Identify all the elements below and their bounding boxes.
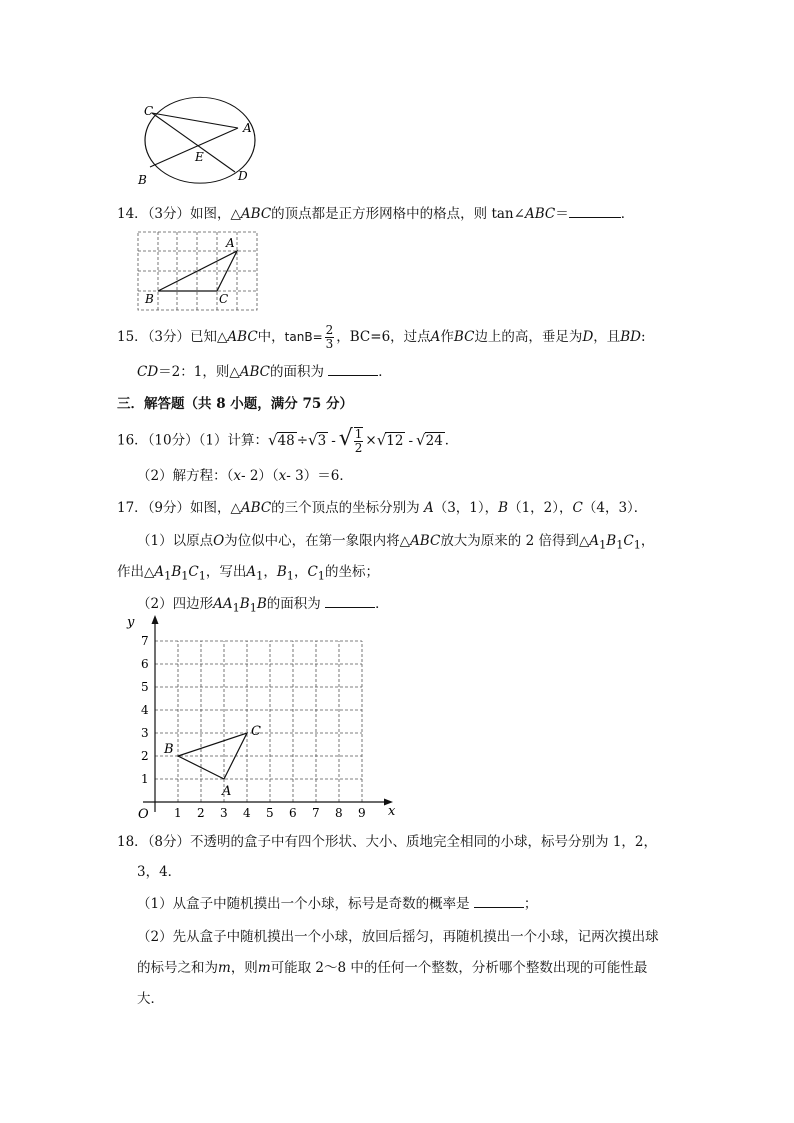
x-tick-label: 3 [220,806,228,820]
x-tick-label: 5 [266,806,274,820]
sqrt-icon: √ [267,430,278,449]
y-tick-label: 4 [141,703,149,717]
origin-label: O [138,807,149,822]
point-label-b: B [164,742,174,757]
q15-line-1: 15．（3分）已知△ABC中，tanB= $\frac{2}{3}$ ，BC=6，过点A作BC边上的高，垂足为D，且BD: [117,323,646,351]
q14-grid-figure [137,231,261,313]
q17-line-2: （1）以原点O为位似中心，在第一象限内将△ABC放大为原来的 2 倍得到$\triangle A_1B_1C_1$， [137,533,655,552]
answer-blank-q18[interactable] [474,895,524,908]
x-tick-label: 6 [289,806,297,820]
q17-line-4: （2）四边形$AA_1B_1B$的面积为 ． [137,596,389,615]
x-tick-label: 9 [358,806,366,820]
answer-blank-q15[interactable] [328,363,378,376]
q15-line-2: CD＝2：1，则△ABC的面积为 ． [137,364,392,380]
grid-label-b: B [145,292,154,306]
chord-ba [150,128,238,167]
x-tick-label: 8 [335,806,343,820]
y-axis-arrow-icon [152,615,159,624]
fraction-2-3: $\frac{2}{3}$ [325,323,334,351]
y-tick-label: 6 [141,657,149,671]
y-tick-label: 7 [141,634,149,648]
grid-label-a: A [226,236,235,250]
circle-figure [130,95,260,195]
sqrt-icon: √ [416,430,426,449]
y-tick-label: 1 [141,772,149,786]
q18-line-4: （2）先从盒子中随机摸出一个小球，放回后摇匀，再随机摸出一个小球，记两次摸出球 [137,929,659,945]
q14-line: 14．（3分）如图，△ABC的顶点都是正方形网格中的格点，则 tan∠ABC＝ ． [117,206,635,222]
x-tick-labels [174,806,366,820]
point-label-a: A [222,784,232,799]
label-e: E [195,150,204,164]
answer-blank-q14[interactable] [569,205,621,218]
label-a: A [243,121,252,135]
x-tick-label: 2 [197,806,205,820]
y-tick-label: 2 [141,749,149,763]
label-d: D [238,169,248,183]
chord-ca [152,113,238,128]
y-tick-label: 5 [141,680,149,694]
grid-lines [155,641,362,802]
x-tick-label: 4 [243,806,251,820]
q18-line-6: 大． [137,991,164,1007]
q18-line-2: 3，4． [137,864,182,880]
x-tick-label: 1 [174,806,182,820]
answer-blank-q17[interactable] [325,595,375,608]
y-tick-label: 3 [141,726,149,740]
x-axis-label: x [388,804,396,819]
y-axis-label: y [127,615,135,630]
q18-line-5: 的标号之和为m，则m可能取 2～8 中的任何一个整数，分析哪个整数出现的可能性最 [137,960,648,976]
label-b: B [138,173,147,187]
sqrt-icon: √ [308,430,318,449]
section-3-title: 三．解答题（共 8 小题，满分 75 分） [117,396,353,412]
grid-label-c: C [219,292,229,306]
sqrt-icon: √ [376,430,387,449]
point-label-c: C [251,724,261,739]
q16-line-2: （2）解方程：（x- 2）（x- 3）＝6． [137,468,353,484]
y-tick-labels [141,634,149,786]
x-tick-label: 7 [312,806,320,820]
q17-line-1: 17．（9分）如图，△ABC的三个顶点的坐标分别为 A（3，1），B（1，2），C（4，3）． [117,500,648,516]
sqrt-icon: √ [338,425,353,451]
chord-cd [152,113,235,172]
q18-line-1: 18．（8分）不透明的盒子中有四个形状、大小、质地完全相同的小球，标号分别为 1，2， [117,834,657,850]
label-c: C [144,104,154,118]
q17-line-3: 作出$\triangle A_1B_1C_1$，写出$A_1$，$B_1$，$C_1$的坐标； [117,564,379,583]
q18-line-3: （1）从盒子中随机摸出一个小球，标号是奇数的概率是 ； [137,896,538,912]
coordinate-chart [125,612,405,824]
fraction-1-2: $\frac{1}{2}$ [354,427,363,455]
q16-line-1: 16．（10分）（1）计算：√48 ÷√3 - √ $\frac{1}{2}$ ×√12 - √24 ． [117,425,459,455]
